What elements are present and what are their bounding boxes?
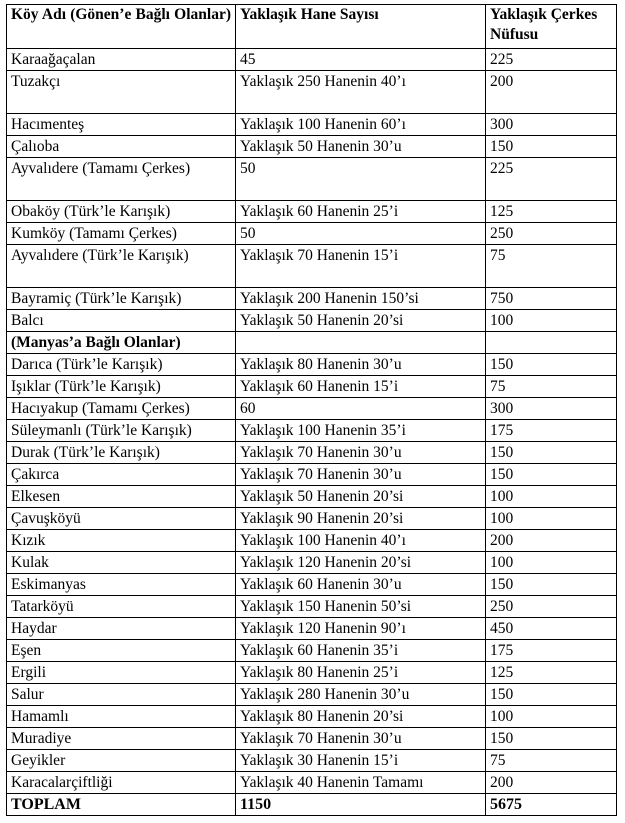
population-cell: 100	[486, 552, 617, 574]
households-cell: Yaklaşık 250 Hanenin 40’ı	[236, 71, 486, 114]
village-cell: Kızık	[7, 530, 236, 552]
table-row	[7, 158, 617, 201]
population-cell: 150	[486, 354, 617, 376]
table-row	[7, 354, 617, 376]
village-cell: Elkesen	[7, 486, 236, 508]
households-cell: 50	[236, 158, 486, 201]
population-cell: 150	[486, 464, 617, 486]
village-cell: Kulak	[7, 552, 236, 574]
village-cell: Hacımenteş	[7, 114, 236, 136]
population-cell: 175	[486, 640, 617, 662]
population-cell: 250	[486, 223, 617, 245]
header-population: Yaklaşık Çerkes Nüfusu	[486, 5, 617, 49]
section-row	[7, 332, 617, 354]
village-cell: Işıklar (Türk’le Karışık)	[7, 376, 236, 398]
population-cell: 100	[486, 508, 617, 530]
table-row	[7, 574, 617, 596]
households-cell: Yaklaşık 60 Hanenin 30’u	[236, 574, 486, 596]
village-cell: Kumköy (Tamamı Çerkes)	[7, 223, 236, 245]
village-cell: Karaağaçalan	[7, 49, 236, 71]
households-cell: Yaklaşık 60 Hanenin 25’i	[236, 201, 486, 223]
households-cell: Yaklaşık 200 Hanenin 150’si	[236, 288, 486, 310]
households-cell: Yaklaşık 70 Hanenin 30’u	[236, 728, 486, 750]
households-cell: 60	[236, 398, 486, 420]
table-row	[7, 706, 617, 728]
table-row	[7, 486, 617, 508]
population-cell: 150	[486, 728, 617, 750]
table-row	[7, 136, 617, 158]
population-cell: 225	[486, 158, 617, 201]
population-cell: 300	[486, 114, 617, 136]
households-cell: Yaklaşık 100 Hanenin 40’ı	[236, 530, 486, 552]
population-cell: 200	[486, 772, 617, 794]
table-row	[7, 618, 617, 640]
table-row	[7, 201, 617, 223]
table-row	[7, 508, 617, 530]
table-row	[7, 728, 617, 750]
total-households: 1150	[236, 794, 486, 816]
households-cell: Yaklaşık 150 Hanenin 50’si	[236, 596, 486, 618]
households-cell: Yaklaşık 30 Hanenin 15’i	[236, 750, 486, 772]
table-row	[7, 49, 617, 71]
households-cell: Yaklaşık 100 Hanenin 60’ı	[236, 114, 486, 136]
table-row	[7, 310, 617, 332]
village-cell: Haydar	[7, 618, 236, 640]
population-cell: 100	[486, 310, 617, 332]
header-village: Köy Adı (Gönen’e Bağlı Olanlar)	[7, 5, 236, 49]
households-cell: Yaklaşık 90 Hanenin 20’si	[236, 508, 486, 530]
table-row	[7, 464, 617, 486]
village-cell: Süleymanlı (Türk’le Karışık)	[7, 420, 236, 442]
table-row	[7, 552, 617, 574]
village-cell: (Manyas’a Bağlı Olanlar)	[7, 332, 236, 354]
population-cell: 150	[486, 136, 617, 158]
households-cell: Yaklaşık 70 Hanenin 30’u	[236, 464, 486, 486]
households-cell: Yaklaşık 70 Hanenin 15’i	[236, 245, 486, 288]
village-cell: Karacalarçiftliği	[7, 772, 236, 794]
households-cell: Yaklaşık 80 Hanenin 25’i	[236, 662, 486, 684]
total-population: 5675	[486, 794, 617, 816]
village-cell: Durak (Türk’le Karışık)	[7, 442, 236, 464]
population-cell: 150	[486, 574, 617, 596]
population-cell: 125	[486, 662, 617, 684]
households-cell: 45	[236, 49, 486, 71]
village-cell: Eskimanyas	[7, 574, 236, 596]
population-cell: 75	[486, 750, 617, 772]
table-row	[7, 750, 617, 772]
households-cell: 50	[236, 223, 486, 245]
population-cell: 100	[486, 486, 617, 508]
table-row	[7, 772, 617, 794]
table-row	[7, 223, 617, 245]
village-cell: Tatarköyü	[7, 596, 236, 618]
village-cell: Çakırca	[7, 464, 236, 486]
households-cell: Yaklaşık 100 Hanenin 35’i	[236, 420, 486, 442]
population-cell: 75	[486, 376, 617, 398]
population-cell: 175	[486, 420, 617, 442]
village-cell: Muradiye	[7, 728, 236, 750]
total-label: TOPLAM	[7, 794, 236, 816]
households-cell: Yaklaşık 50 Hanenin 30’u	[236, 136, 486, 158]
population-cell: 125	[486, 201, 617, 223]
village-cell: Tuzakçı	[7, 71, 236, 114]
table-row	[7, 71, 617, 114]
households-cell: Yaklaşık 120 Hanenin 90’ı	[236, 618, 486, 640]
village-cell: Obaköy (Türk’le Karışık)	[7, 201, 236, 223]
table-row	[7, 530, 617, 552]
table-row	[7, 640, 617, 662]
village-cell: Ayvalıdere (Türk’le Karışık)	[7, 245, 236, 288]
households-cell: Yaklaşık 280 Hanenin 30’u	[236, 684, 486, 706]
population-cell: 225	[486, 49, 617, 71]
total-row	[7, 794, 617, 816]
village-population-table	[6, 4, 617, 816]
table-row	[7, 245, 617, 288]
table-row	[7, 596, 617, 618]
population-cell	[486, 332, 617, 354]
village-cell: Geyikler	[7, 750, 236, 772]
village-cell: Bayramiç (Türk’le Karışık)	[7, 288, 236, 310]
table-row	[7, 442, 617, 464]
population-cell: 75	[486, 245, 617, 288]
village-cell: Balcı	[7, 310, 236, 332]
households-cell: Yaklaşık 60 Hanenin 15’i	[236, 376, 486, 398]
households-cell: Yaklaşık 70 Hanenin 30’u	[236, 442, 486, 464]
village-cell: Salur	[7, 684, 236, 706]
households-cell: Yaklaşık 80 Hanenin 30’u	[236, 354, 486, 376]
population-cell: 300	[486, 398, 617, 420]
households-cell: Yaklaşık 40 Hanenin Tamamı	[236, 772, 486, 794]
table-row	[7, 114, 617, 136]
table-row	[7, 684, 617, 706]
village-cell: Hamamlı	[7, 706, 236, 728]
population-cell: 150	[486, 442, 617, 464]
population-cell: 250	[486, 596, 617, 618]
population-cell: 100	[486, 706, 617, 728]
village-cell: Ergili	[7, 662, 236, 684]
village-cell: Çalıoba	[7, 136, 236, 158]
households-cell: Yaklaşık 50 Hanenin 20’si	[236, 310, 486, 332]
header-row	[7, 5, 617, 49]
village-cell: Hacıyakup (Tamamı Çerkes)	[7, 398, 236, 420]
households-cell: Yaklaşık 60 Hanenin 35’i	[236, 640, 486, 662]
population-cell: 200	[486, 71, 617, 114]
table-body	[7, 49, 617, 816]
table-row	[7, 288, 617, 310]
village-cell: Çavuşköyü	[7, 508, 236, 530]
village-cell: Eşen	[7, 640, 236, 662]
households-cell	[236, 332, 486, 354]
table-row	[7, 420, 617, 442]
table-row	[7, 662, 617, 684]
households-cell: Yaklaşık 120 Hanenin 20’si	[236, 552, 486, 574]
village-cell: Ayvalıdere (Tamamı Çerkes)	[7, 158, 236, 201]
population-cell: 450	[486, 618, 617, 640]
table-row	[7, 376, 617, 398]
table-row	[7, 398, 617, 420]
village-cell: Darıca (Türk’le Karışık)	[7, 354, 236, 376]
header-households: Yaklaşık Hane Sayısı	[236, 5, 486, 49]
population-cell: 200	[486, 530, 617, 552]
population-cell: 750	[486, 288, 617, 310]
population-cell: 150	[486, 684, 617, 706]
households-cell: Yaklaşık 80 Hanenin 20’si	[236, 706, 486, 728]
households-cell: Yaklaşık 50 Hanenin 20’si	[236, 486, 486, 508]
